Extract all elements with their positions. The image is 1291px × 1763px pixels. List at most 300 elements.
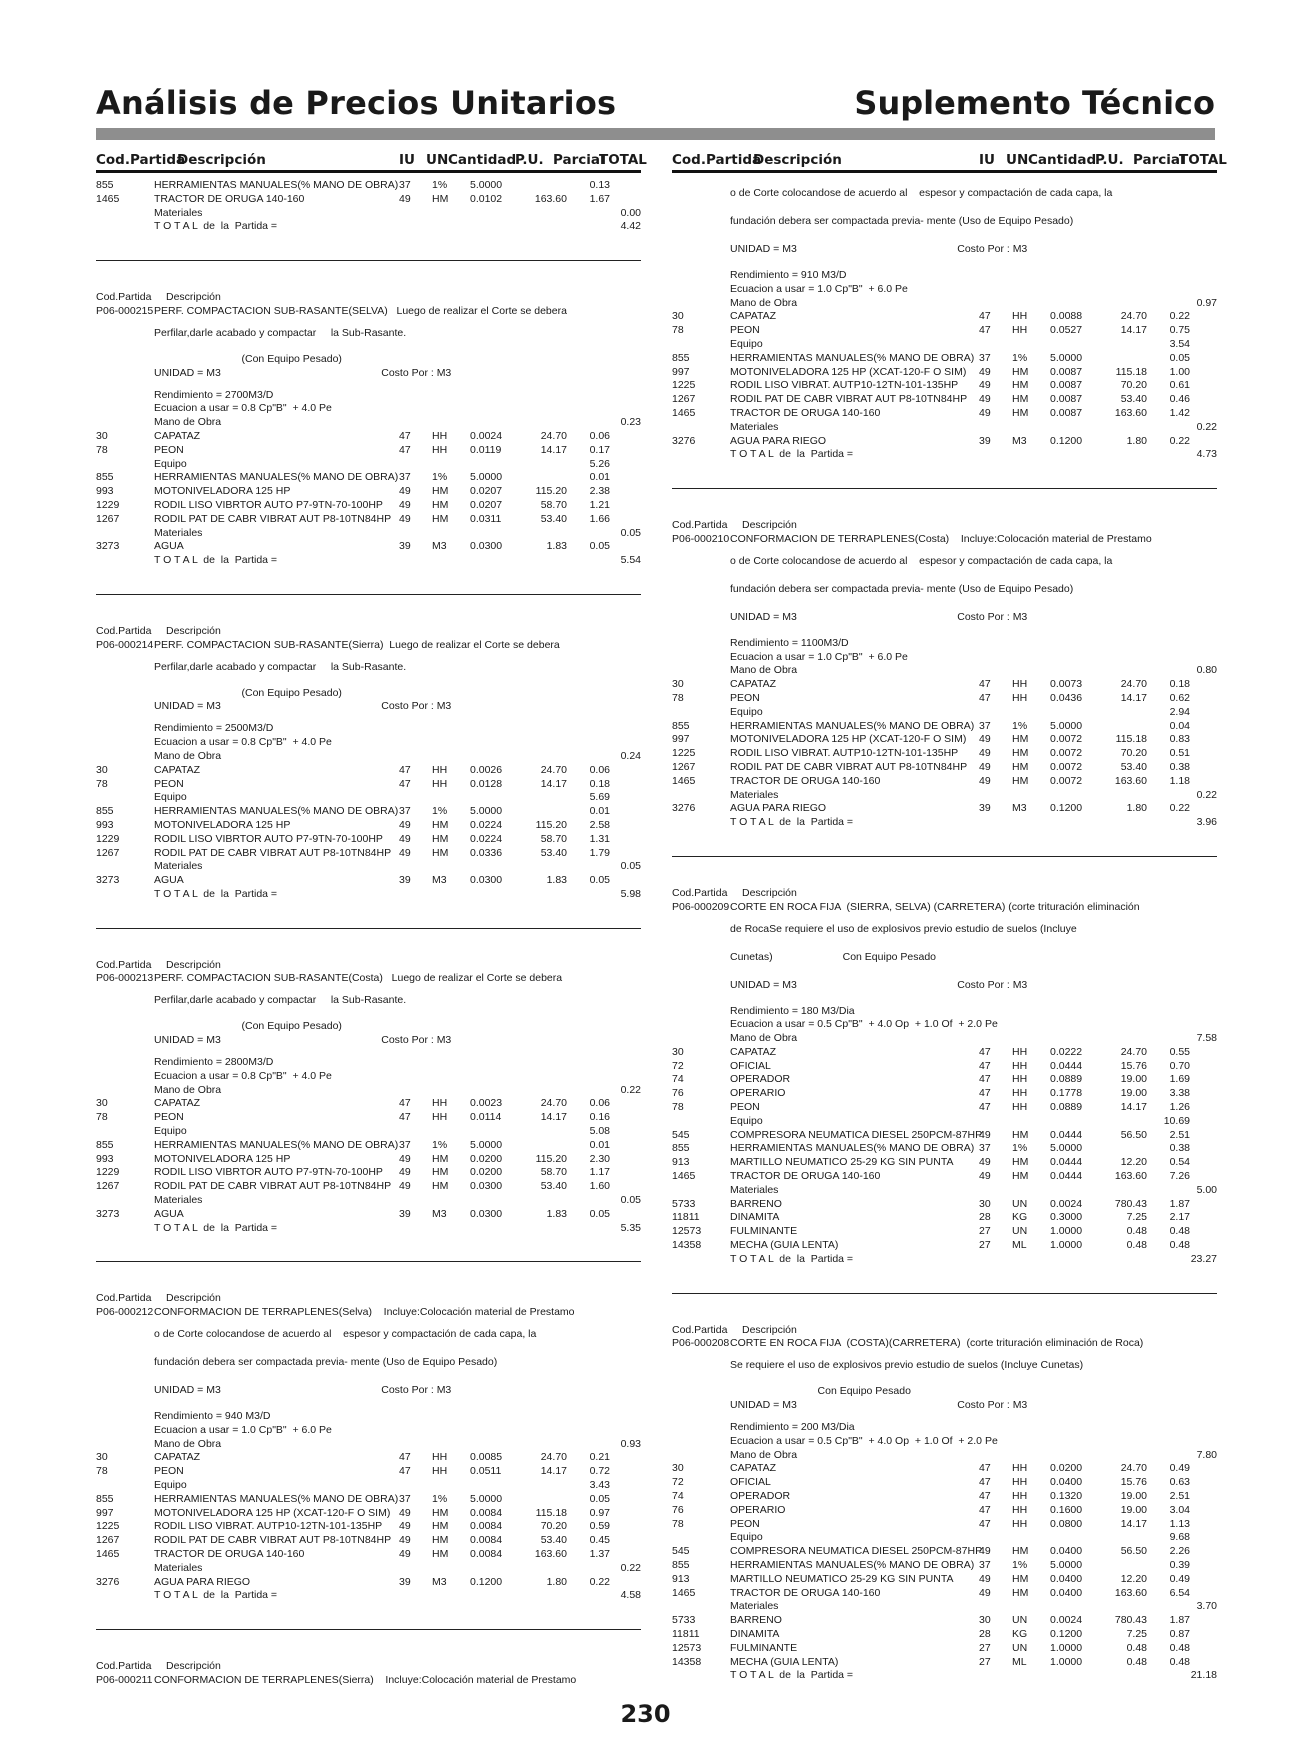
table-row xyxy=(96,847,641,861)
table-row xyxy=(672,533,1217,547)
item-partial: 0.13 xyxy=(589,179,610,191)
table-row xyxy=(96,1070,641,1084)
item-code: 14358 xyxy=(672,1239,702,1252)
item-code: Cod.Partida xyxy=(96,1292,152,1305)
item-quantity: 0.0444 xyxy=(1050,1059,1083,1072)
item-un: HM xyxy=(432,512,449,525)
item-quantity: 0.0085 xyxy=(470,1451,503,1464)
item-code: 1465 xyxy=(96,1548,120,1560)
item-un: HH xyxy=(1012,1059,1028,1072)
item-un: HH xyxy=(1012,1462,1028,1475)
item-description: PEON xyxy=(154,443,184,456)
table-row xyxy=(672,1046,1217,1060)
item-description: Mano de Obra xyxy=(730,296,798,309)
item-partial: 0.59 xyxy=(589,1520,610,1533)
table-row xyxy=(96,444,641,458)
item-iu: 47 xyxy=(979,1059,991,1072)
table-row xyxy=(96,1438,641,1452)
item-quantity: 1.0000 xyxy=(1050,1225,1083,1238)
item-description: AGUA PARA RIEGO xyxy=(730,802,827,815)
header-pu: P.U. xyxy=(1095,152,1124,168)
item-unit-price: 24.70 xyxy=(540,1097,567,1110)
table-row xyxy=(96,1111,641,1125)
item-code: 78 xyxy=(96,443,108,456)
table-row xyxy=(672,1115,1217,1129)
table-row xyxy=(96,416,641,430)
item-un: HM xyxy=(1012,733,1029,746)
table-row xyxy=(672,448,1217,462)
column-header xyxy=(672,150,1227,173)
item-description: Materiales xyxy=(154,1194,203,1207)
table-row xyxy=(672,1101,1217,1115)
item-code: 997 xyxy=(96,1506,114,1519)
item-iu: 49 xyxy=(399,485,411,498)
item-description: T O T A L de la Partida = xyxy=(154,1221,278,1234)
item-code: 855 xyxy=(672,1142,690,1155)
table-row xyxy=(672,1198,1217,1212)
item-code: P06-000211 xyxy=(96,1673,153,1686)
item-un: HM xyxy=(432,192,449,205)
item-code: 1225 xyxy=(672,747,696,760)
item-un: M3 xyxy=(1012,434,1027,447)
item-description: BARRENO xyxy=(730,1197,782,1210)
table-row xyxy=(96,1520,641,1534)
item-description: Equipo xyxy=(154,457,187,470)
item-un: HM xyxy=(432,1180,449,1193)
table-row xyxy=(672,816,1217,830)
item-unit-price: 15.76 xyxy=(1120,1059,1147,1072)
item-partial: 1.26 xyxy=(1169,1101,1190,1114)
item-description: Perfilar,darle acabado y compactar la Sub-Rasante. xyxy=(154,994,407,1007)
item-un: ML xyxy=(1012,1239,1027,1252)
item-quantity: 5.0000 xyxy=(1050,719,1083,732)
item-description: T O T A L de la Partida = xyxy=(154,887,278,900)
item-description: HERRAMIENTAS MANUALES(% MANO DE OBRA) xyxy=(730,1142,975,1155)
item-un: HH xyxy=(1012,1503,1028,1516)
item-total: 0.97 xyxy=(1196,296,1217,309)
table-row xyxy=(96,485,641,499)
item-description: PEON xyxy=(154,1465,184,1478)
item-partial: 0.22 xyxy=(1169,434,1190,447)
item-description: OFICIAL xyxy=(730,1476,771,1489)
item-code: 1465 xyxy=(672,406,696,419)
item-quantity: 0.0511 xyxy=(470,1465,502,1478)
item-iu: 37 xyxy=(979,1559,991,1571)
item-quantity: 0.0207 xyxy=(470,498,503,511)
table-row xyxy=(672,338,1217,352)
section-divider xyxy=(96,1261,641,1262)
item-iu: 49 xyxy=(399,498,411,511)
item-description: Se requiere el uso de explosivos previo estudio de suelos (Incluye Cunetas) xyxy=(730,1359,1084,1372)
item-code: 74 xyxy=(672,1073,684,1086)
table-row xyxy=(96,1020,641,1034)
item-code: Cod.Partida xyxy=(96,291,152,304)
header-cant: Cantidad xyxy=(1028,152,1097,168)
item-description: Equipo xyxy=(730,1531,763,1544)
item-iu: 37 xyxy=(399,805,411,818)
item-iu: 47 xyxy=(399,1111,411,1124)
item-unit-price: 115.18 xyxy=(1115,365,1147,378)
table-row xyxy=(96,1306,641,1320)
table-row xyxy=(96,700,641,716)
table-row xyxy=(96,687,641,701)
table-row xyxy=(672,393,1217,407)
item-description: UNIDAD = M3 Costo Por : M3 xyxy=(154,700,452,713)
item-code: 72 xyxy=(672,1476,684,1489)
item-description: AGUA PARA RIEGO xyxy=(730,434,827,447)
item-partial: 0.22 xyxy=(1169,310,1190,323)
table-row xyxy=(96,1139,641,1153)
right-partidas xyxy=(672,179,1217,1683)
item-quantity: 0.0207 xyxy=(470,485,503,498)
header-code: Cod.Partida xyxy=(96,152,186,168)
item-iu: 47 xyxy=(979,1073,991,1086)
item-description: OPERADOR xyxy=(730,1490,791,1503)
item-un: 1% xyxy=(432,805,448,818)
item-description: MOTONIVELADORA 125 HP (XCAT-120-F O SIM) xyxy=(730,733,967,746)
table-row xyxy=(672,733,1217,747)
item-unit-price: 19.00 xyxy=(1120,1503,1147,1516)
table-row xyxy=(96,1180,641,1194)
table-row xyxy=(672,1559,1217,1573)
table-row xyxy=(672,1032,1217,1046)
item-description: TRACTOR DE ORUGA 140-160 xyxy=(730,1586,881,1599)
item-description: Mano de Obra xyxy=(154,1437,222,1450)
item-total: 0.22 xyxy=(620,1561,641,1574)
item-code: 855 xyxy=(96,179,114,191)
item-iu: 47 xyxy=(399,1465,411,1478)
item-description: Rendimiento = 200 M3/Dia xyxy=(730,1421,855,1434)
table-row xyxy=(672,1399,1217,1415)
item-code: 993 xyxy=(96,818,114,831)
item-partial: 1.42 xyxy=(1169,406,1190,419)
item-quantity: 5.0000 xyxy=(470,805,503,818)
item-unit-price: 58.70 xyxy=(540,1166,567,1179)
item-description: RODIL LISO VIBRTOR AUTO P7-9TN-70-100HP xyxy=(154,1166,383,1179)
table-row xyxy=(96,207,641,221)
left-partidas xyxy=(96,179,641,1688)
table-row xyxy=(96,1194,641,1208)
table-row xyxy=(672,366,1217,380)
item-partial: 1.13 xyxy=(1169,1517,1190,1530)
item-iu: 49 xyxy=(399,192,411,205)
header-pu: P.U. xyxy=(515,152,544,168)
item-partial: 0.06 xyxy=(589,429,610,442)
item-partial: 3.38 xyxy=(1169,1087,1190,1100)
item-unit-price: 115.20 xyxy=(535,1152,567,1165)
item-quantity: 0.1778 xyxy=(1050,1087,1083,1100)
item-description: T O T A L de la Partida = xyxy=(154,220,278,233)
item-description: Materiales xyxy=(730,420,779,433)
table-row xyxy=(672,435,1217,449)
item-quantity: 0.1200 xyxy=(1050,434,1083,447)
item-unit-price: 7.25 xyxy=(1126,1211,1147,1224)
item-total: 0.80 xyxy=(1196,664,1217,677)
item-unit-price: 24.70 xyxy=(1120,1462,1147,1475)
item-iu: 49 xyxy=(399,1506,411,1519)
item-unit-price: 56.50 xyxy=(1120,1545,1147,1558)
table-row xyxy=(672,1449,1217,1463)
item-iu: 49 xyxy=(979,774,991,787)
item-description: Materiales xyxy=(730,788,779,801)
item-description: Descripción xyxy=(166,624,221,637)
table-row xyxy=(672,802,1217,816)
item-description: RODIL PAT DE CABR VIBRAT AUT P8-10TN84HP xyxy=(154,846,392,859)
item-quantity: 0.0527 xyxy=(1050,324,1083,337)
table-row xyxy=(672,1518,1217,1532)
item-partial: 5.08 xyxy=(589,1125,610,1138)
item-partial: 0.06 xyxy=(589,1097,610,1110)
item-description: UNIDAD = M3 Costo Por : M3 xyxy=(154,1034,452,1047)
table-row xyxy=(672,1462,1217,1476)
table-row xyxy=(672,747,1217,761)
item-description: TRACTOR DE ORUGA 140-160 xyxy=(730,774,881,787)
header-code: Cod.Partida xyxy=(672,152,762,168)
item-un: UN xyxy=(1012,1197,1028,1210)
item-un: ML xyxy=(1012,1655,1027,1668)
item-iu: 47 xyxy=(399,443,411,456)
table-row xyxy=(96,986,641,1014)
item-description: Equipo xyxy=(154,791,187,804)
item-un: HH xyxy=(432,777,448,790)
item-quantity: 1.0000 xyxy=(1050,1641,1083,1654)
item-iu: 47 xyxy=(979,1476,991,1489)
item-partial: 1.00 xyxy=(1169,365,1190,378)
item-quantity: 0.0800 xyxy=(1050,1517,1083,1530)
item-quantity: 0.0072 xyxy=(1050,774,1083,787)
item-code: Cod.Partida xyxy=(96,958,152,971)
item-unit-price: 163.60 xyxy=(1114,774,1147,787)
partida-block xyxy=(96,179,641,234)
item-partial: 0.51 xyxy=(1169,747,1190,760)
item-description: CAPATAZ xyxy=(154,1097,201,1110)
header-un: UN xyxy=(426,152,449,168)
table-row xyxy=(96,1410,641,1424)
item-description: Rendimiento = 2800M3/D xyxy=(154,1056,274,1069)
table-row xyxy=(672,971,1217,999)
item-unit-price: 163.60 xyxy=(534,1548,567,1560)
table-row xyxy=(96,1548,641,1562)
table-row xyxy=(96,819,641,833)
item-description: Descripción xyxy=(166,1292,221,1305)
item-description: Materiales xyxy=(154,206,203,219)
item-description: OPERARIO xyxy=(730,1503,786,1516)
item-description: CONFORMACION DE TERRAPLENES(Sierra) Incluye:Colocación material de Prestamo xyxy=(154,1673,577,1686)
item-iu: 49 xyxy=(399,846,411,859)
item-quantity: 5.0000 xyxy=(470,179,503,191)
item-description: HERRAMIENTAS MANUALES(% MANO DE OBRA) xyxy=(154,471,399,484)
table-row xyxy=(96,1507,641,1521)
table-row xyxy=(96,653,641,681)
table-row xyxy=(672,789,1217,803)
item-description: MECHA (GUIA LENTA) xyxy=(730,1239,839,1252)
item-description: T O T A L de la Partida = xyxy=(730,816,854,829)
item-un: 1% xyxy=(432,471,448,484)
table-row xyxy=(96,874,641,888)
item-quantity: 0.0024 xyxy=(470,429,503,442)
item-quantity: 5.0000 xyxy=(470,1492,503,1505)
item-un: HH xyxy=(1012,1517,1028,1530)
table-row xyxy=(96,291,641,305)
item-partial: 1.87 xyxy=(1169,1614,1190,1627)
item-unit-price: 14.17 xyxy=(1120,1517,1147,1530)
section-divider xyxy=(96,260,641,261)
item-description: RODIL PAT DE CABR VIBRAT AUT P8-10TN84HP xyxy=(730,760,968,773)
section-divider xyxy=(672,856,1217,857)
item-unit-price: 14.17 xyxy=(1120,691,1147,704)
item-iu: 49 xyxy=(399,1548,411,1560)
item-code: 72 xyxy=(672,1059,684,1072)
item-description: CAPATAZ xyxy=(730,1045,777,1058)
item-quantity: 0.0889 xyxy=(1050,1101,1083,1114)
item-un: HM xyxy=(432,1152,449,1165)
item-unit-price: 70.20 xyxy=(540,1520,567,1533)
item-un: M3 xyxy=(1012,802,1027,815)
item-description: DINAMITA xyxy=(730,1211,780,1224)
item-description: T O T A L de la Partida = xyxy=(730,1252,854,1265)
item-iu: 39 xyxy=(979,434,991,447)
table-row xyxy=(672,706,1217,720)
item-description: Ecuacion a usar = 1.0 Cp"B" + 6.0 Pe xyxy=(730,650,908,663)
item-description: MOTONIVELADORA 125 HP (XCAT-120-F O SIM) xyxy=(154,1506,391,1519)
item-code: 1267 xyxy=(96,1534,120,1547)
item-description: fundación debera ser compactada previa- mente (Uso de Equipo Pesado) xyxy=(730,582,1074,595)
item-description: HERRAMIENTAS MANUALES(% MANO DE OBRA) xyxy=(154,805,399,818)
item-iu: 28 xyxy=(979,1211,991,1224)
item-unit-price: 24.70 xyxy=(1120,1045,1147,1058)
item-quantity: 5.0000 xyxy=(1050,351,1083,364)
item-un: HM xyxy=(1012,1572,1029,1585)
table-row xyxy=(672,915,1217,943)
table-row xyxy=(672,1642,1217,1656)
table-row xyxy=(672,575,1217,603)
item-quantity: 0.0336 xyxy=(470,846,503,859)
item-iu: 47 xyxy=(979,1490,991,1503)
item-unit-price: 1.83 xyxy=(546,540,567,553)
item-code: P06-000208 xyxy=(672,1337,730,1350)
item-unit-price: 780.43 xyxy=(1114,1614,1147,1627)
item-quantity: 0.0200 xyxy=(470,1152,503,1165)
item-description: OPERARIO xyxy=(730,1087,786,1100)
item-code: 1267 xyxy=(96,846,120,859)
item-partial: 0.70 xyxy=(1169,1059,1190,1072)
item-quantity: 0.0023 xyxy=(470,1097,503,1110)
table-row xyxy=(672,692,1217,706)
item-quantity: 1.0000 xyxy=(1050,1239,1083,1252)
item-partial: 5.69 xyxy=(589,791,610,804)
item-description: Ecuacion a usar = 1.0 Cp"B" + 6.0 Pe xyxy=(154,1423,332,1436)
item-description: Equipo xyxy=(154,1479,187,1492)
item-description: fundación debera ser compactada previa- mente (Uso de Equipo Pesado) xyxy=(730,215,1074,227)
item-partial: 1.18 xyxy=(1169,774,1190,787)
item-iu: 47 xyxy=(979,1045,991,1058)
table-row xyxy=(96,1534,641,1548)
item-description: o de Corte colocandose de acuerdo al espesor y compactación de cada capa, la xyxy=(730,554,1113,567)
item-iu: 37 xyxy=(399,1138,411,1151)
right-column xyxy=(672,150,1227,1683)
item-quantity: 0.0300 xyxy=(470,1180,503,1193)
item-iu: 49 xyxy=(399,1166,411,1179)
item-code: P06-000214 xyxy=(96,638,154,651)
item-partial: 3.54 xyxy=(1169,337,1190,350)
table-row xyxy=(96,1376,641,1404)
item-partial: 1.37 xyxy=(589,1548,610,1560)
table-row xyxy=(672,887,1217,901)
item-iu: 49 xyxy=(399,818,411,831)
table-row xyxy=(96,1479,641,1493)
item-description: HERRAMIENTAS MANUALES(% MANO DE OBRA) xyxy=(154,1492,399,1505)
item-description: Equipo xyxy=(154,1125,187,1138)
table-row xyxy=(672,297,1217,311)
item-unit-price: 24.70 xyxy=(540,429,567,442)
table-row xyxy=(672,1170,1217,1184)
partida-block xyxy=(96,625,641,902)
item-iu: 49 xyxy=(979,1170,991,1183)
item-description: o de Corte colocandose de acuerdo al espesor y compactación de cada capa, la xyxy=(730,187,1113,199)
item-iu: 47 xyxy=(399,777,411,790)
item-description: RODIL PAT DE CABR VIBRAT AUT P8-10TN84HP xyxy=(730,393,968,406)
item-code: 1225 xyxy=(96,1520,120,1533)
partida-block xyxy=(96,291,641,568)
item-partial: 0.01 xyxy=(589,471,610,484)
item-un: UN xyxy=(1012,1614,1028,1627)
table-row xyxy=(672,1018,1217,1032)
table-row xyxy=(672,678,1217,692)
left-column xyxy=(96,150,647,1688)
item-description: RODIL LISO VIBRAT. AUTP10-12TN-101-135HP xyxy=(730,379,959,392)
table-row xyxy=(672,407,1217,421)
item-unit-price: 12.20 xyxy=(1120,1572,1147,1585)
item-description: Perfilar,darle acabado y compactar la Sub-Rasante. xyxy=(154,660,407,673)
item-unit-price: 1.80 xyxy=(1126,434,1147,447)
item-code: 913 xyxy=(672,1156,690,1169)
item-description: Rendimiento = 940 M3/D xyxy=(154,1410,271,1423)
item-partial: 0.21 xyxy=(589,1451,610,1464)
item-partial: 7.26 xyxy=(1169,1170,1190,1183)
item-description: AGUA xyxy=(154,540,184,553)
item-partial: 0.22 xyxy=(1169,802,1190,815)
item-quantity: 0.0128 xyxy=(470,777,503,790)
item-description: CAPATAZ xyxy=(730,678,777,691)
table-row xyxy=(672,1239,1217,1253)
item-quantity: 0.1600 xyxy=(1050,1503,1083,1516)
item-total: 0.22 xyxy=(1196,788,1217,801)
item-description: Con Equipo Pesado xyxy=(730,1385,911,1398)
item-total: 4.42 xyxy=(620,220,641,233)
item-code: Cod.Partida xyxy=(96,1660,152,1673)
item-description: T O T A L de la Partida = xyxy=(730,1669,854,1682)
table-row xyxy=(672,637,1217,651)
item-code: 1229 xyxy=(96,498,120,511)
item-un: HM xyxy=(1012,760,1029,773)
page-supplement-title: Suplemento Técnico xyxy=(854,84,1215,122)
item-un: HM xyxy=(432,846,449,859)
item-un: HH xyxy=(1012,678,1028,691)
item-total: 4.58 xyxy=(620,1589,641,1602)
item-iu: 47 xyxy=(979,310,991,323)
item-iu: 49 xyxy=(979,1156,991,1169)
item-quantity: 0.0087 xyxy=(1050,379,1083,392)
item-code: 545 xyxy=(672,1128,690,1141)
item-description: Ecuacion a usar = 0.5 Cp"B" + 4.0 Op + 1.0 Of + 2.0 Pe xyxy=(730,1434,998,1447)
partida-block xyxy=(672,887,1217,1267)
item-partial: 2.58 xyxy=(589,818,610,831)
table-row xyxy=(672,1545,1217,1559)
item-partial: 0.83 xyxy=(1169,733,1190,746)
item-description: FULMINANTE xyxy=(730,1641,798,1654)
table-row xyxy=(96,1320,641,1348)
item-quantity: 0.1320 xyxy=(1050,1490,1083,1503)
